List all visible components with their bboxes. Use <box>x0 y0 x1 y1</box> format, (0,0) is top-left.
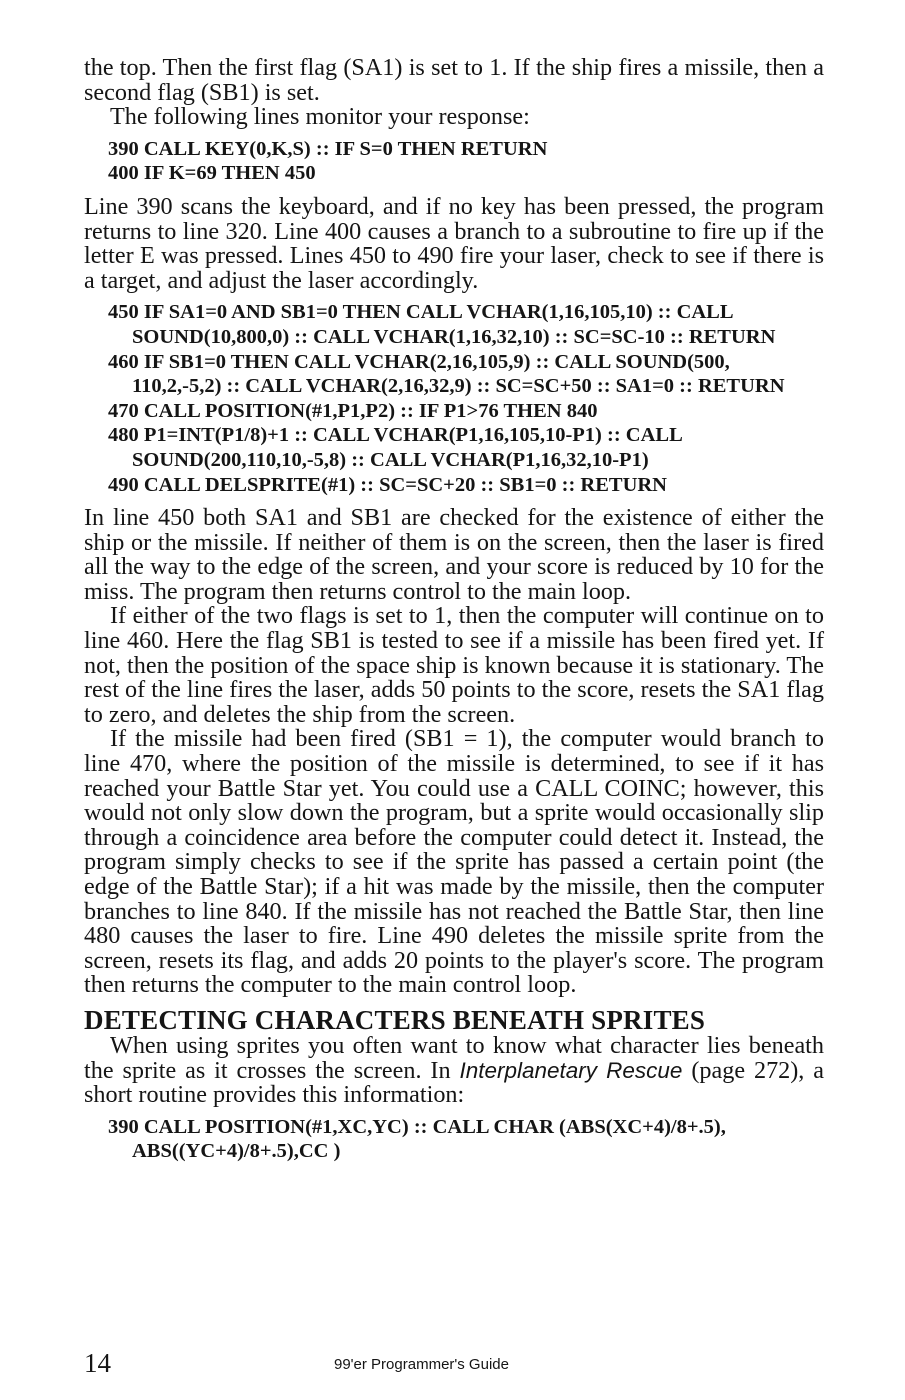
code-block-keyscan <box>84 137 824 186</box>
paragraph-line-450: In line 450 both SA1 and SB1 are checked for the existence of either the ship or the missile. If neither of them is on the screen, then the laser is fired all the way to the edge of the screen, and your score is reduced by 10 for the miss. The program then returns control to the main loop. <box>84 504 824 605</box>
paragraph-line-470: If the missile had been fired (SB1 = 1), the computer would branch to line 470, where the position of the missile is determined, to see if it has reached your Battle Star yet. You could use a CALL COINC; however, this would not only slow down the program, but a sprite would occasionally slip through a coincidence area before the computer could detect it. Instead, the program simply checks to see if the sprite has passed a certain point (the edge of the Battle Star); if a hit was made by the missile, then the computer branches to line 840. If the missile has not reached the Battle Star, then line 480 causes the laser to fire. Line 490 deletes the missile sprite from the screen, resets its flag, and adds 20 points to the player's score. The program then returns the computer to the main control loop. <box>84 725 824 999</box>
paragraph-line-460: If either of the two flags is set to 1, then the computer will continue on to line 460. Here the flag SB1 is tested to see if a missile has been fired yet. If not, then the position of the space ship is known because it is stationary. The rest of the line fires the laser, adds 50 points to the score, resets the SA1 flag to zero, and deletes the ship from the screen. <box>84 602 824 728</box>
book-title: Interplanetary Rescue <box>459 1057 683 1083</box>
paragraph-sprites <box>84 1031 824 1109</box>
page-number: 14 <box>84 1348 111 1378</box>
code-line: 460 IF SB1=0 THEN CALL VCHAR(2,16,105,9) :: CALL SOUND(500, 110,2,-5,2) :: CALL VCHAR(2,16,32,9) :: SC=SC+50 :: SA1=0 :: RETURN <box>108 350 785 398</box>
code-block-position <box>84 1115 824 1164</box>
code-line: 480 P1=INT(P1/8)+1 :: CALL VCHAR(P1,16,105,10-P1) :: CALL SOUND(200,110,10,-5,8) :: CALL VCHAR(P1,16,32,10-P1) <box>108 424 682 471</box>
code-block-laser <box>84 300 824 497</box>
paragraph-line-390: Line 390 scans the keyboard, and if no key has been pressed, the program returns to line 320. Line 400 causes a branch to a subroutine to fire up if the letter E was pressed. Lines 450 to 490 fire your laser, check to see if there is a target, and adjust the laser accordingly. <box>84 192 824 294</box>
paragraph-intro: the top. Then the first flag (SA1) is set to 1. If the ship fires a missile, then a second flag (SB1) is set. <box>84 54 824 106</box>
code-line: 450 IF SA1=0 AND SB1=0 THEN CALL VCHAR(1,16,105,10) :: CALL SOUND(10,800,0) :: CALL VCHAR(1,16,32,10) :: SC=SC-10 :: RETURN <box>108 301 776 348</box>
page-footer <box>84 1348 824 1378</box>
running-title: 99'er Programmer's Guide <box>334 1356 509 1373</box>
code-line: 390 CALL KEY(0,K,S) :: IF S=0 THEN RETURN <box>108 137 548 160</box>
paragraph-text: When using sprites you often want to know what character lies beneath the sprite as it crosses the screen. In <box>84 1031 824 1084</box>
code-line: 390 CALL POSITION(#1,XC,YC) :: CALL CHAR (ABS(XC+4)/8+.5), ABS((YC+4)/8+.5),CC ) <box>108 1115 726 1163</box>
code-line: 490 CALL DELSPRITE(#1) :: SC=SC+20 :: SB1=0 :: RETURN <box>108 473 667 496</box>
paragraph-text: (page 272), a short routine provides this information: <box>84 1056 824 1109</box>
paragraph-monitor: The following lines monitor your response: <box>110 103 530 131</box>
page-content <box>84 56 824 1173</box>
code-line: 470 CALL POSITION(#1,P1,P2) :: IF P1>76 THEN 840 <box>108 399 598 422</box>
code-line: 400 IF K=69 THEN 450 <box>108 162 316 185</box>
section-heading: DETECTING CHARACTERS BENEATH SPRITES <box>84 1004 706 1035</box>
